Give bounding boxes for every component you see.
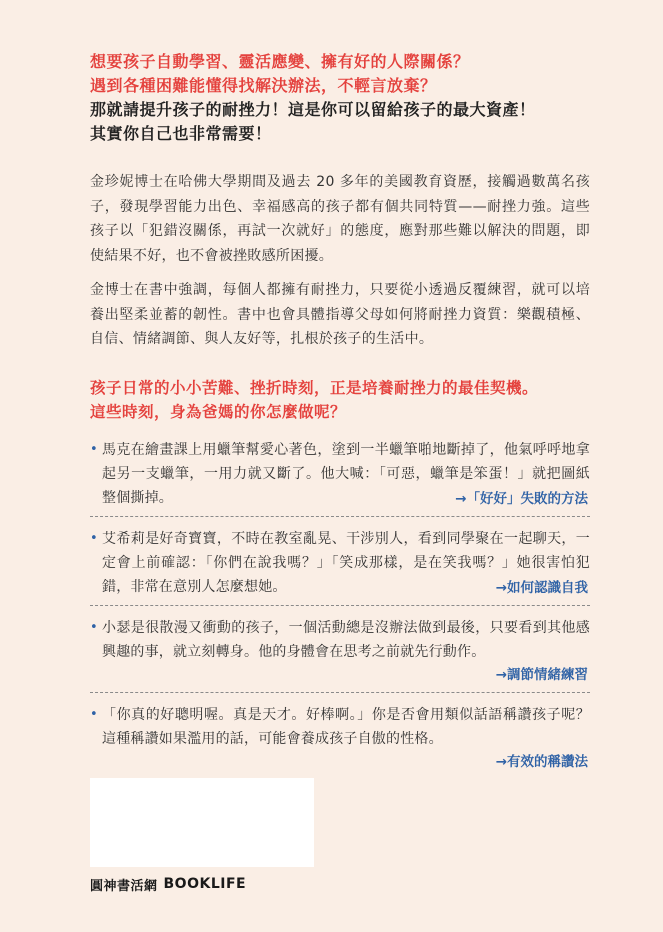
barcode-area [90, 778, 314, 867]
headline-line-3: 那就請提升孩子的耐挫力！這是你可以留給孩子的最大資產！ [90, 100, 536, 119]
headline-line-4: 其實你自己也非常需要！ [90, 124, 272, 143]
bullet-icon: • [90, 707, 98, 722]
case-text: 艾希莉是好奇寶寶，不時在教室亂晃、干涉別人，看到同學聚在一起聊天，一定會上前確認：「你們在說我嗎？」「笑成那樣，是在笑我嗎？」她很害怕犯錯，非常在意別人怎麼想她。 [102, 531, 590, 595]
case-link: →如何認識自我 [495, 580, 588, 596]
description-block [90, 170, 590, 362]
bullet-icon: • [90, 531, 98, 546]
description-paragraph-1: 金珍妮博士在哈佛大學期間及過去 20 多年的美國教育資歷，接觸過數萬名孩子，發現學習能力出色、幸福感高的孩子都有個共同特質——耐挫力強。這些孩子以「犯錯沒關係，再試一次就好」的態度，應對那些難以解決的問題，即使結果不好，也不會被挫敗感所困擾。 [90, 174, 590, 264]
description-paragraph-2: 金博士在書中強調，每個人都擁有耐挫力，只要從小透過反覆練習，就可以培養出堅柔並蓄的韌性。書中也會具體指導父母如何將耐挫力資質：樂觀積極、自信、情緒調節、與人友好等，扎根於孩子的生活中。 [90, 282, 590, 347]
headline-block [90, 50, 590, 146]
case-item [90, 703, 590, 779]
bullet-icon: • [90, 442, 98, 457]
publisher-name-zh: 圓神書活網 [90, 878, 158, 894]
case-text: 小瑟是很散漫又衝動的孩子，一個活動總是沒辦法做到最後，只要看到其他感興趣的事，就立刻轉身。他的身體會在思考之前就先行動作。 [102, 620, 590, 660]
headline-line-1: 想要孩子自動學習、靈活應變、擁有好的人際關係？ [90, 52, 470, 71]
publisher-name-en: BOOKLIFE [163, 876, 247, 892]
case-link: →有效的稱讚法 [495, 754, 588, 770]
case-text: 馬克在繪畫課上用蠟筆幫愛心著色，塗到一半蠟筆啪地斷掉了，他氣呼呼地拿起另一支蠟筆，一用力就又斷了。他大喊：「可惡，蠟筆是笨蛋！」就把圖紙整個撕掉。 [102, 442, 590, 506]
case-item [90, 616, 590, 693]
bullet-icon: • [90, 620, 98, 635]
case-item [90, 438, 590, 517]
subheading-line-2: 這些時刻，身為爸媽的你怎麼做呢？ [90, 403, 347, 421]
case-list [90, 438, 590, 789]
headline-line-2: 遇到各種困難能懂得找解決辦法，不輕言放棄？ [90, 76, 437, 95]
case-item [90, 527, 590, 606]
subheading-line-1: 孩子日常的小小苦難、挫折時刻，正是培養耐挫力的最佳契機。 [90, 379, 539, 397]
case-text: 「你真的好聰明喔。真是天才。好棒啊。」你是否會用類似話語稱讚孩子呢？這種稱讚如果濫用的話，可能會養成孩子自傲的性格。 [102, 707, 590, 747]
case-link: →調節情緒練習 [495, 667, 588, 683]
publisher-logo [90, 874, 246, 894]
case-link: →「好好」失敗的方法 [455, 491, 588, 507]
subheading-block [90, 376, 590, 424]
